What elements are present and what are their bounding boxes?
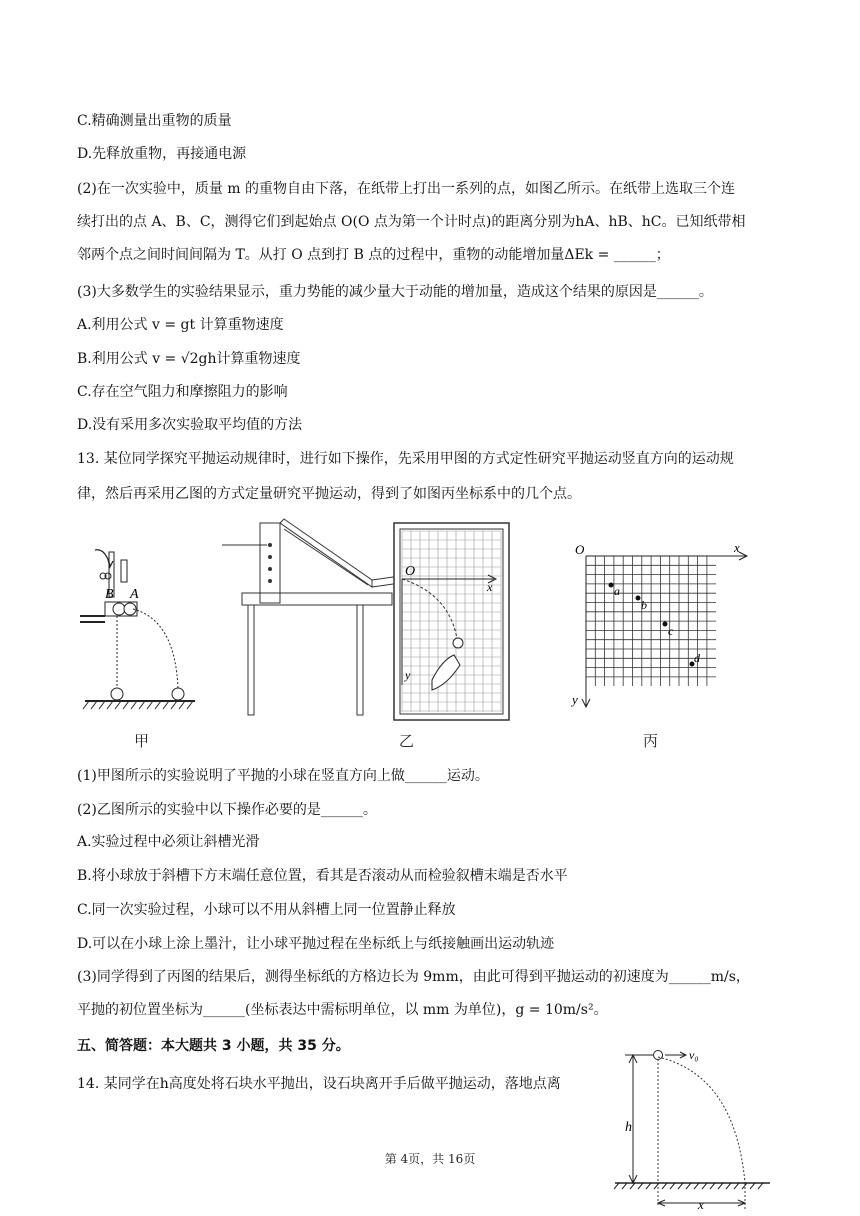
q14-label-x: x: [698, 1197, 704, 1212]
bing-point-a: a: [614, 584, 620, 598]
yi-label-y: y: [405, 668, 411, 682]
q12-part2-line1: (2)在一次实验中，质量 m 的重物自由下落，在纸带上打出一系列的点，如图乙所示。在纸带上选取三个连: [77, 181, 736, 197]
figure-yi: [222, 515, 527, 725]
q13-part2: (2)乙图所示的实验中以下操作必要的是______。: [77, 802, 377, 818]
q12-part2-line2: 续打出的点 A、B、C，测得它们到起始点 O(O 点为第一个计时点)的距离分别为hA、hB、hC。已知纸带相: [77, 214, 746, 230]
option-a-formula: A.利用公式 v = gt 计算重物速度: [77, 317, 284, 333]
q13-part3-line1: (3)同学得到了丙图的结果后，测得坐标纸的方格边长为 9mm，由此可得到平抛运动的初速度为______m/s，: [77, 969, 750, 985]
option-b-formula: B.利用公式 v = √2gh计算重物速度: [77, 351, 301, 367]
bing-label-o: O: [575, 542, 585, 557]
caption-yi: 乙: [399, 732, 415, 750]
yi-label-x: x: [487, 580, 493, 594]
jia-label-a: A: [130, 587, 139, 602]
q13-intro-line2: 律，然后再采用乙图的方式定量研究平抛运动，得到了如图丙坐标系中的几个点。: [77, 486, 581, 502]
option-c-friction: C.存在空气阻力和摩擦阻力的影响: [77, 384, 288, 400]
page-footer: 第 4页，共 16页: [384, 1152, 476, 1166]
bing-point-c: c: [668, 624, 674, 638]
q13-option-a: A.实验过程中必须让斜槽光滑: [77, 834, 260, 850]
q13-intro-line1: 13. 某位同学探究平抛运动规律时，进行如下操作，先采用甲图的方式定性研究平抛运动竖直方向的运动规: [77, 451, 734, 467]
section-heading: 五、简答题：本大题共 3 小题，共 35 分。: [77, 1038, 350, 1054]
q12-part3: (3)大多数学生的实验结果显示，重力势能的减少量大于动能的增加量，造成这个结果的原因是______。: [77, 284, 713, 300]
caption-bing: 丙: [643, 732, 659, 750]
jia-label-b: B: [105, 587, 114, 602]
figure-q14: [605, 1045, 775, 1213]
bing-point-b: b: [641, 598, 647, 612]
q12-part2-line3: 邻两个点之间时间间隔为 T。从打 O 点到打 B 点的过程中，重物的动能增加量ΔEk = ______；: [77, 247, 670, 263]
yi-label-o: O: [405, 564, 416, 579]
bing-label-y: y: [572, 692, 578, 707]
option-d-average: D.没有采用多次实验取平均值的方法: [77, 417, 303, 433]
q13-part3-line2: 平抛的初位置坐标为______(坐标表达中需标明单位，以 mm 为单位)，g = 10m/s²。: [77, 1002, 608, 1018]
q14-label-v0: v₀: [689, 1048, 699, 1062]
q14-intro: 14. 某同学在h高度处将石块水平抛出，设石块离开手后做平抛运动，落地点离: [77, 1076, 561, 1092]
q14-label-h: h: [625, 1120, 632, 1135]
caption-jia: 甲: [134, 732, 150, 750]
bing-point-d: d: [694, 651, 700, 665]
q13-part1: (1)甲图所示的实验说明了平抛的小球在竖直方向上做______运动。: [77, 768, 489, 784]
figure-jia: [75, 540, 205, 715]
bing-label-x: x: [734, 540, 740, 555]
option-d-release: D.先释放重物，再接通电源: [77, 146, 247, 162]
q13-option-c: C.同一次实验过程，小球可以不用从斜槽上同一位置静止释放: [77, 902, 456, 918]
q13-option-b: B.将小球放于斜槽下方末端任意位置，看其是否滚动从而检验叙槽末端是否水平: [77, 868, 568, 884]
figure-bing: [566, 538, 756, 713]
option-c-mass: C.精确测量出重物的质量: [77, 113, 232, 129]
q13-option-d: D.可以在小球上涂上墨汁，让小球平抛过程在坐标纸上与纸接触画出运动轨迹: [77, 936, 555, 952]
